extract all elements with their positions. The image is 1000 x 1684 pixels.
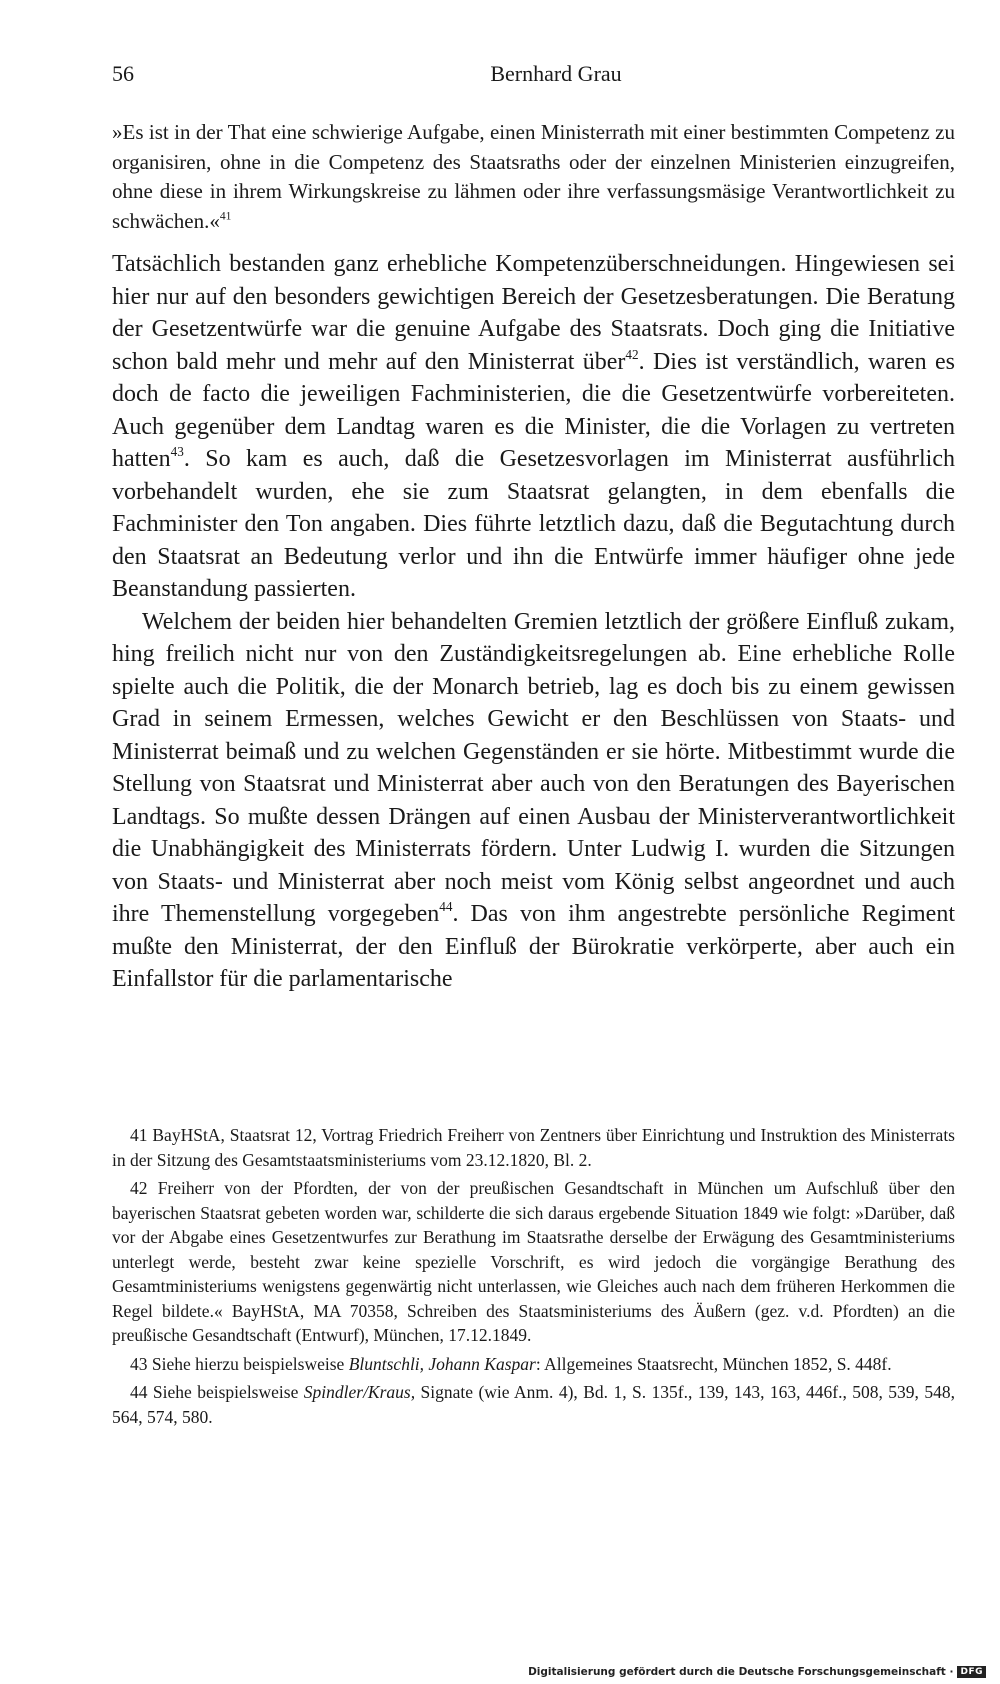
paragraph-2-part-1: Welchem der beiden hier behandelten Gremien letztlich der größere Einfluß zukam, hing freilich nicht nur von den Zuständigkeitsregelungen ab. Eine erhebliche Rolle spielte auch die Politik, die der Monarch betrieb, lag es doch bis zu einem gewissen Grad in seinem Ermessen, welches Gewicht er den Beschlüssen von Staats- und Ministerrat beimaß und zu welchen Gegenständen er sie hörte. Mitbestimmt wurde die Stellung von Staatsrat und Ministerrat aber auch von den Beratungen des Bayerischen Landtags. So mußte dessen Drängen auf einen Ausbau der Ministerverantwortlichkeit die Unabhängigkeit des Ministerrats fördern. Unter Ludwig I. wurden die Sitzungen von Staats- und Ministerrat aber noch meist vom König selbst angeordnet und auch ihre Themenstellung vorgegeben [112,608,955,927]
footnote-43-author: Bluntschli, Johann Kaspar [348,1353,536,1374]
paragraph-2-part-2: . Das von ihm angestrebte persönliche Regiment mußte den Ministerrat, der den Einfluß der Bürokratie verkörperte, aber auch ein Einfallstor für die parlamentarische [112,901,955,992]
footnote-42: 42 Freiherr von der Pfordten, der von der preußischen Gesandtschaft in München um Aufschluß über den bayerischen Staatsrat gebeten worden war, schilderte die sich daraus ergebende Situation 1849 wie folgt: »Darüber, daß vor der Abgabe eines Gesetzentwurfes zur Berathung im Staatsrathe derselbe der Erwägung des Gesamtministeriums unterlegt werde, besteht zwar keine spezielle Vorschrift, es wird jedoch die vorgängige Berathung des Gesamtministeriums wenigstens gegenwärtig nicht unterlassen, wie Gleiches auch nach dem früheren Herkommen die Regel bildete.« BayHStA, MA 70358, Schreiben des Staatsministeriums des Äußern (gez. v.d. Pfordten) an die preußische Gesandtschaft (Entwurf), München, 17.12.1849. [112,1178,955,1345]
credit-text: Digitalisierung gefördert durch die Deutsche Forschungsgemeinschaft · [528,1666,954,1678]
digitization-credit [528,1666,986,1678]
paragraph-1 [112,248,955,606]
footnote-ref-41[interactable]: 41 [219,209,232,222]
footnote-ref-42[interactable]: 42 [625,346,639,362]
footnote-43-pre: 43 Siehe hierzu beispielsweise [130,1353,349,1374]
dfg-logo-icon: DFG [957,1666,986,1678]
quote-text: »Es ist in der That eine schwierige Aufgabe, einen Ministerrath mit einer bestimmten Competenz zu organisiren, ohne in die Competenz des Staatsraths oder der einzelnen Ministerien einzugreifen, ohne diese in ihrem Wirkungskreise zu lähmen oder ihre verfassungsmäsige Verantwortlichkeit zu schwächen.« [112,120,955,233]
footnote-41: 41 BayHStA, Staatsrat 12, Vortrag Friedrich Freiherr von Zentners über Einrichtung und Instruktion des Ministerrats in der Sitzung des Gesamtstaatsministeriums vom 23.12.1820, Bl. 2. [112,1125,955,1170]
paragraph-1-part-3: . So kam es auch, daß die Gesetzesvorlagen im Ministerrat ausführlich vorbehandelt wurden, ehe sie zum Staatsrat gelangten, in dem ebenfalls die Fachminister den Ton angaben. Dies führte letztlich dazu, daß die Begutachtung durch den Staatsrat an Bedeutung verlor und ihn die Entwürfe immer häufiger ohne jede Beanstandung passierten. [112,446,955,602]
footnote-44-pre: 44 Siehe beispielsweise [130,1382,304,1402]
running-head-author: Bernhard Grau [490,61,622,86]
footnotes [112,1123,955,1433]
footnote-43 [112,1352,955,1377]
paragraph-1-part-1: Tatsächlich bestanden ganz erhebliche Kompetenzüberschneidungen. Hingewiesen sei hier nur auf den besonders gewichtigen Bereich der Gesetzesberatungen. Die Beratung der Gesetzentwürfe war die genuine Aufgabe des Staatsrats. Doch ging die Initiative schon bald mehr und mehr auf den Ministerrat über [112,251,955,375]
footnote-44-author: Spindler/Kraus, [303,1382,416,1402]
footnote-43-post: : Allgemeines Staatsrecht, München 1852, S. 448f. [535,1353,892,1374]
block-quote [112,118,955,236]
footnote-44-post: Signate (wie Anm. 4), Bd. 1, S. 135f., 139, 143, 163, 446f., 508, 539, 548, 564, 574, 580. [112,1382,955,1427]
main-text [112,248,955,996]
page-number: 56 [112,61,134,86]
footnote-44 [112,1380,955,1429]
paragraph-2 [112,606,955,996]
footnote-ref-44[interactable]: 44 [439,899,453,915]
paragraph-1-part-2: . Dies ist verständlich, waren es doch de facto die jeweiligen Fachministerien, die die Gesetzentwürfe vorbereiteten. Auch gegenüber dem Landtag waren es die Minister, die die Vorlagen zu vertreten hatten [112,348,955,472]
footnote-ref-43[interactable]: 43 [170,444,184,460]
